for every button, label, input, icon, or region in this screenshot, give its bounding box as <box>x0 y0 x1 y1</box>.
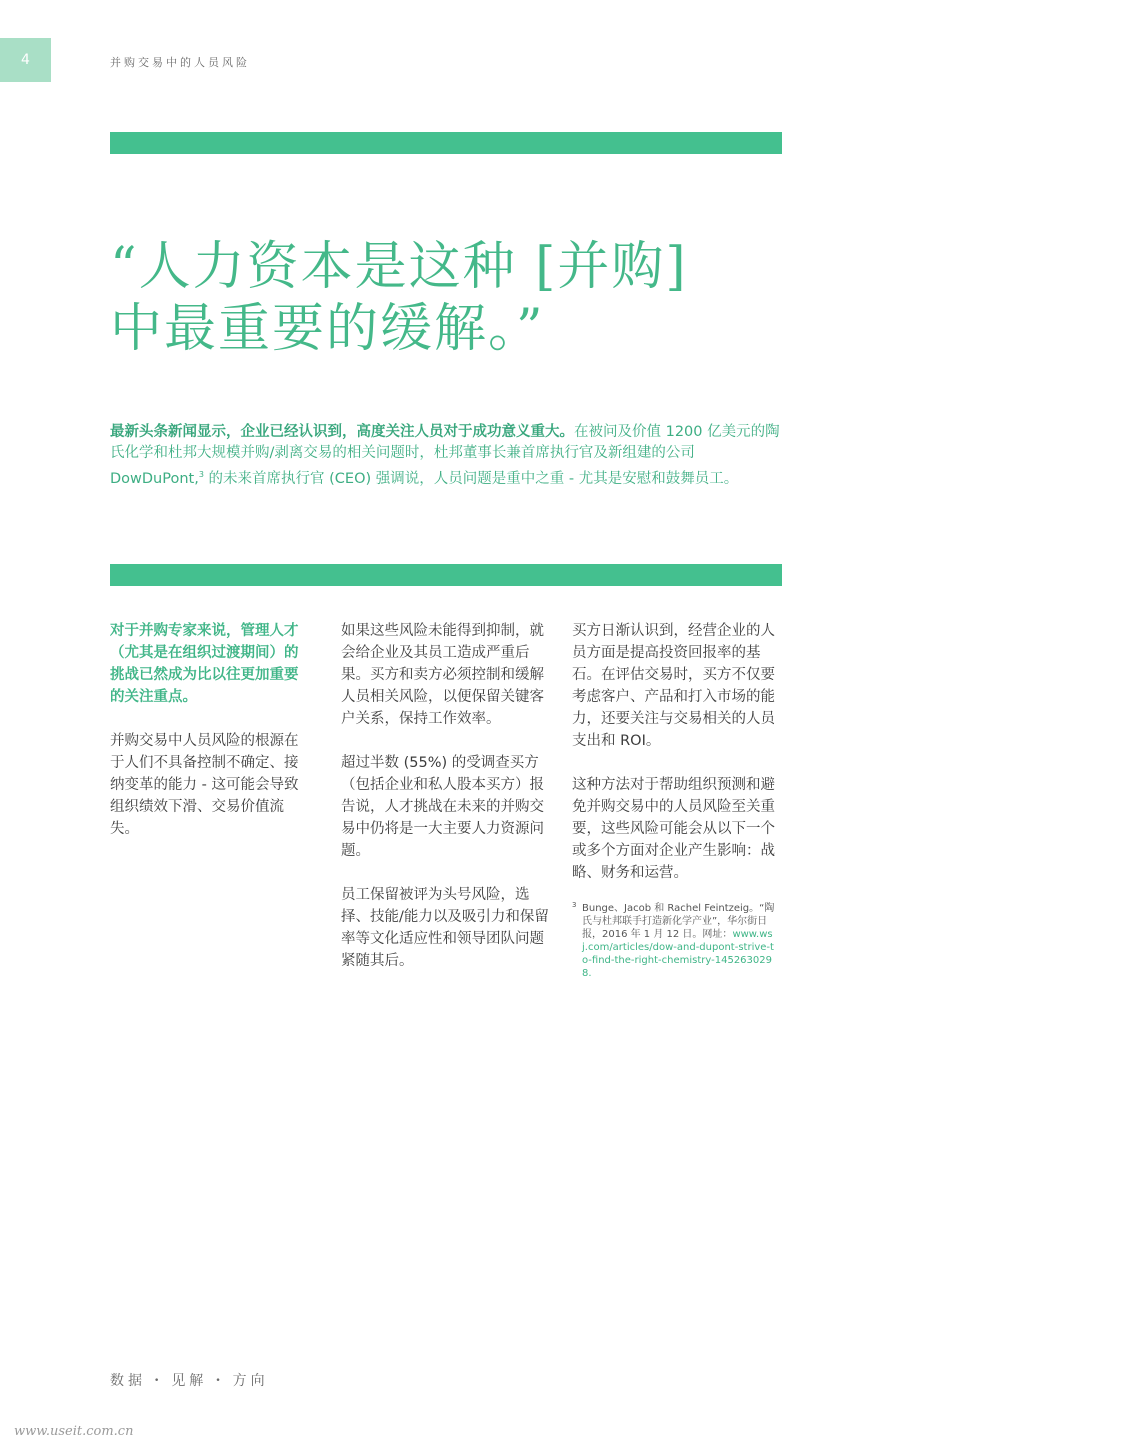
footnote-link[interactable]: www.wsj.com/articles/dow-and-dupont-strive-to-find-the-right-chemistry-1452630298. <box>582 929 774 979</box>
footer-item-direction: 方向 <box>232 1373 269 1389</box>
watermark: www.useit.com.cn <box>14 1424 134 1439</box>
footnote-text: Bunge、Jacob 和 Rachel Feintzeig。“陶氏与杜邦联手打造新化学产业”，华尔街日报，2016 年 1 月 12 日。网址： <box>582 903 775 940</box>
footer-separator: • <box>215 1376 225 1386</box>
column-1-paragraph: 并购交易中人员风险的根源在于人们不具备控制不确定、接纳变革的能力 - 这可能会导致组织绩效下滑、交易价值流失。 <box>110 733 299 837</box>
column-2 <box>341 620 549 994</box>
running-head: 并购交易中的人员风险 <box>110 56 250 69</box>
middle-accent-bar <box>110 564 782 586</box>
pull-quote <box>110 236 810 360</box>
page-number-tab <box>0 38 51 82</box>
column-2-paragraph-2: 超过半数 (55%) 的受调查买方（包括企业和私人股本买方）报告说，人才挑战在未来的并购交易中仍将是一大主要人力资源问题。 <box>341 755 544 859</box>
page-number: 4 <box>21 52 30 68</box>
intro-text-a: 在被问及价值 1200 亿美元的陶氏化学和杜邦大规模并购/剥离交易的相关问题时，杜邦董事长兼首席执行官及新组建的公司 DowDuPont, <box>110 424 780 487</box>
column-3 <box>572 620 778 980</box>
column-2-paragraph-3: 员工保留被评为头号风险，选择、技能/能力以及吸引力和保留率等文化适应性和领导团队问题紧随其后。 <box>341 887 549 969</box>
pull-quote-line-1: “人力资本是这种 [并购] <box>110 237 688 297</box>
footnote-mark: 3 <box>572 901 577 909</box>
intro-lead: 最新头条新闻显示，企业已经认识到，高度关注人员对于成功意义重大。 <box>110 424 574 440</box>
column-3-paragraph-2: 这种方法对于帮助组织预测和避免并购交易中的人员风险至关重要，这些风险可能会从以下一个或多个方面对企业产生影响：战略、财务和运营。 <box>572 777 775 881</box>
intro-text-b: 的未来首席执行官 (CEO) 强调说，人员问题是重中之重 - 尤其是安慰和鼓舞员工。 <box>203 470 739 487</box>
column-1-lead: 对于并购专家来说，管理人才（尤其是在组织过渡期间）的挑战已然成为比以往更加重要的关注重点。 <box>110 623 299 705</box>
footer-separator: • <box>154 1376 164 1386</box>
footer-nav <box>110 1370 269 1390</box>
footnote <box>572 902 778 980</box>
footnote-ref[interactable]: 3 <box>198 470 204 479</box>
column-2-paragraph-1: 如果这些风险未能得到抑制，就会给企业及其员工造成严重后果。买方和卖方必须控制和缓解人员相关风险，以便保留关键客户关系，保持工作效率。 <box>341 623 544 727</box>
column-1 <box>110 620 310 862</box>
intro-paragraph <box>110 422 782 490</box>
column-3-paragraph-1: 买方日渐认识到，经营企业的人员方面是提高投资回报率的基石。在评估交易时，买方不仅要考虑客户、产品和打入市场的能力，还要关注与交易相关的人员支出和 ROI。 <box>572 623 775 749</box>
top-accent-bar <box>110 132 782 154</box>
footer-item-insight: 见解 <box>171 1373 208 1389</box>
footer-item-data: 数据 <box>110 1373 146 1389</box>
pull-quote-line-2: 中最重要的缓解。” <box>110 299 545 359</box>
